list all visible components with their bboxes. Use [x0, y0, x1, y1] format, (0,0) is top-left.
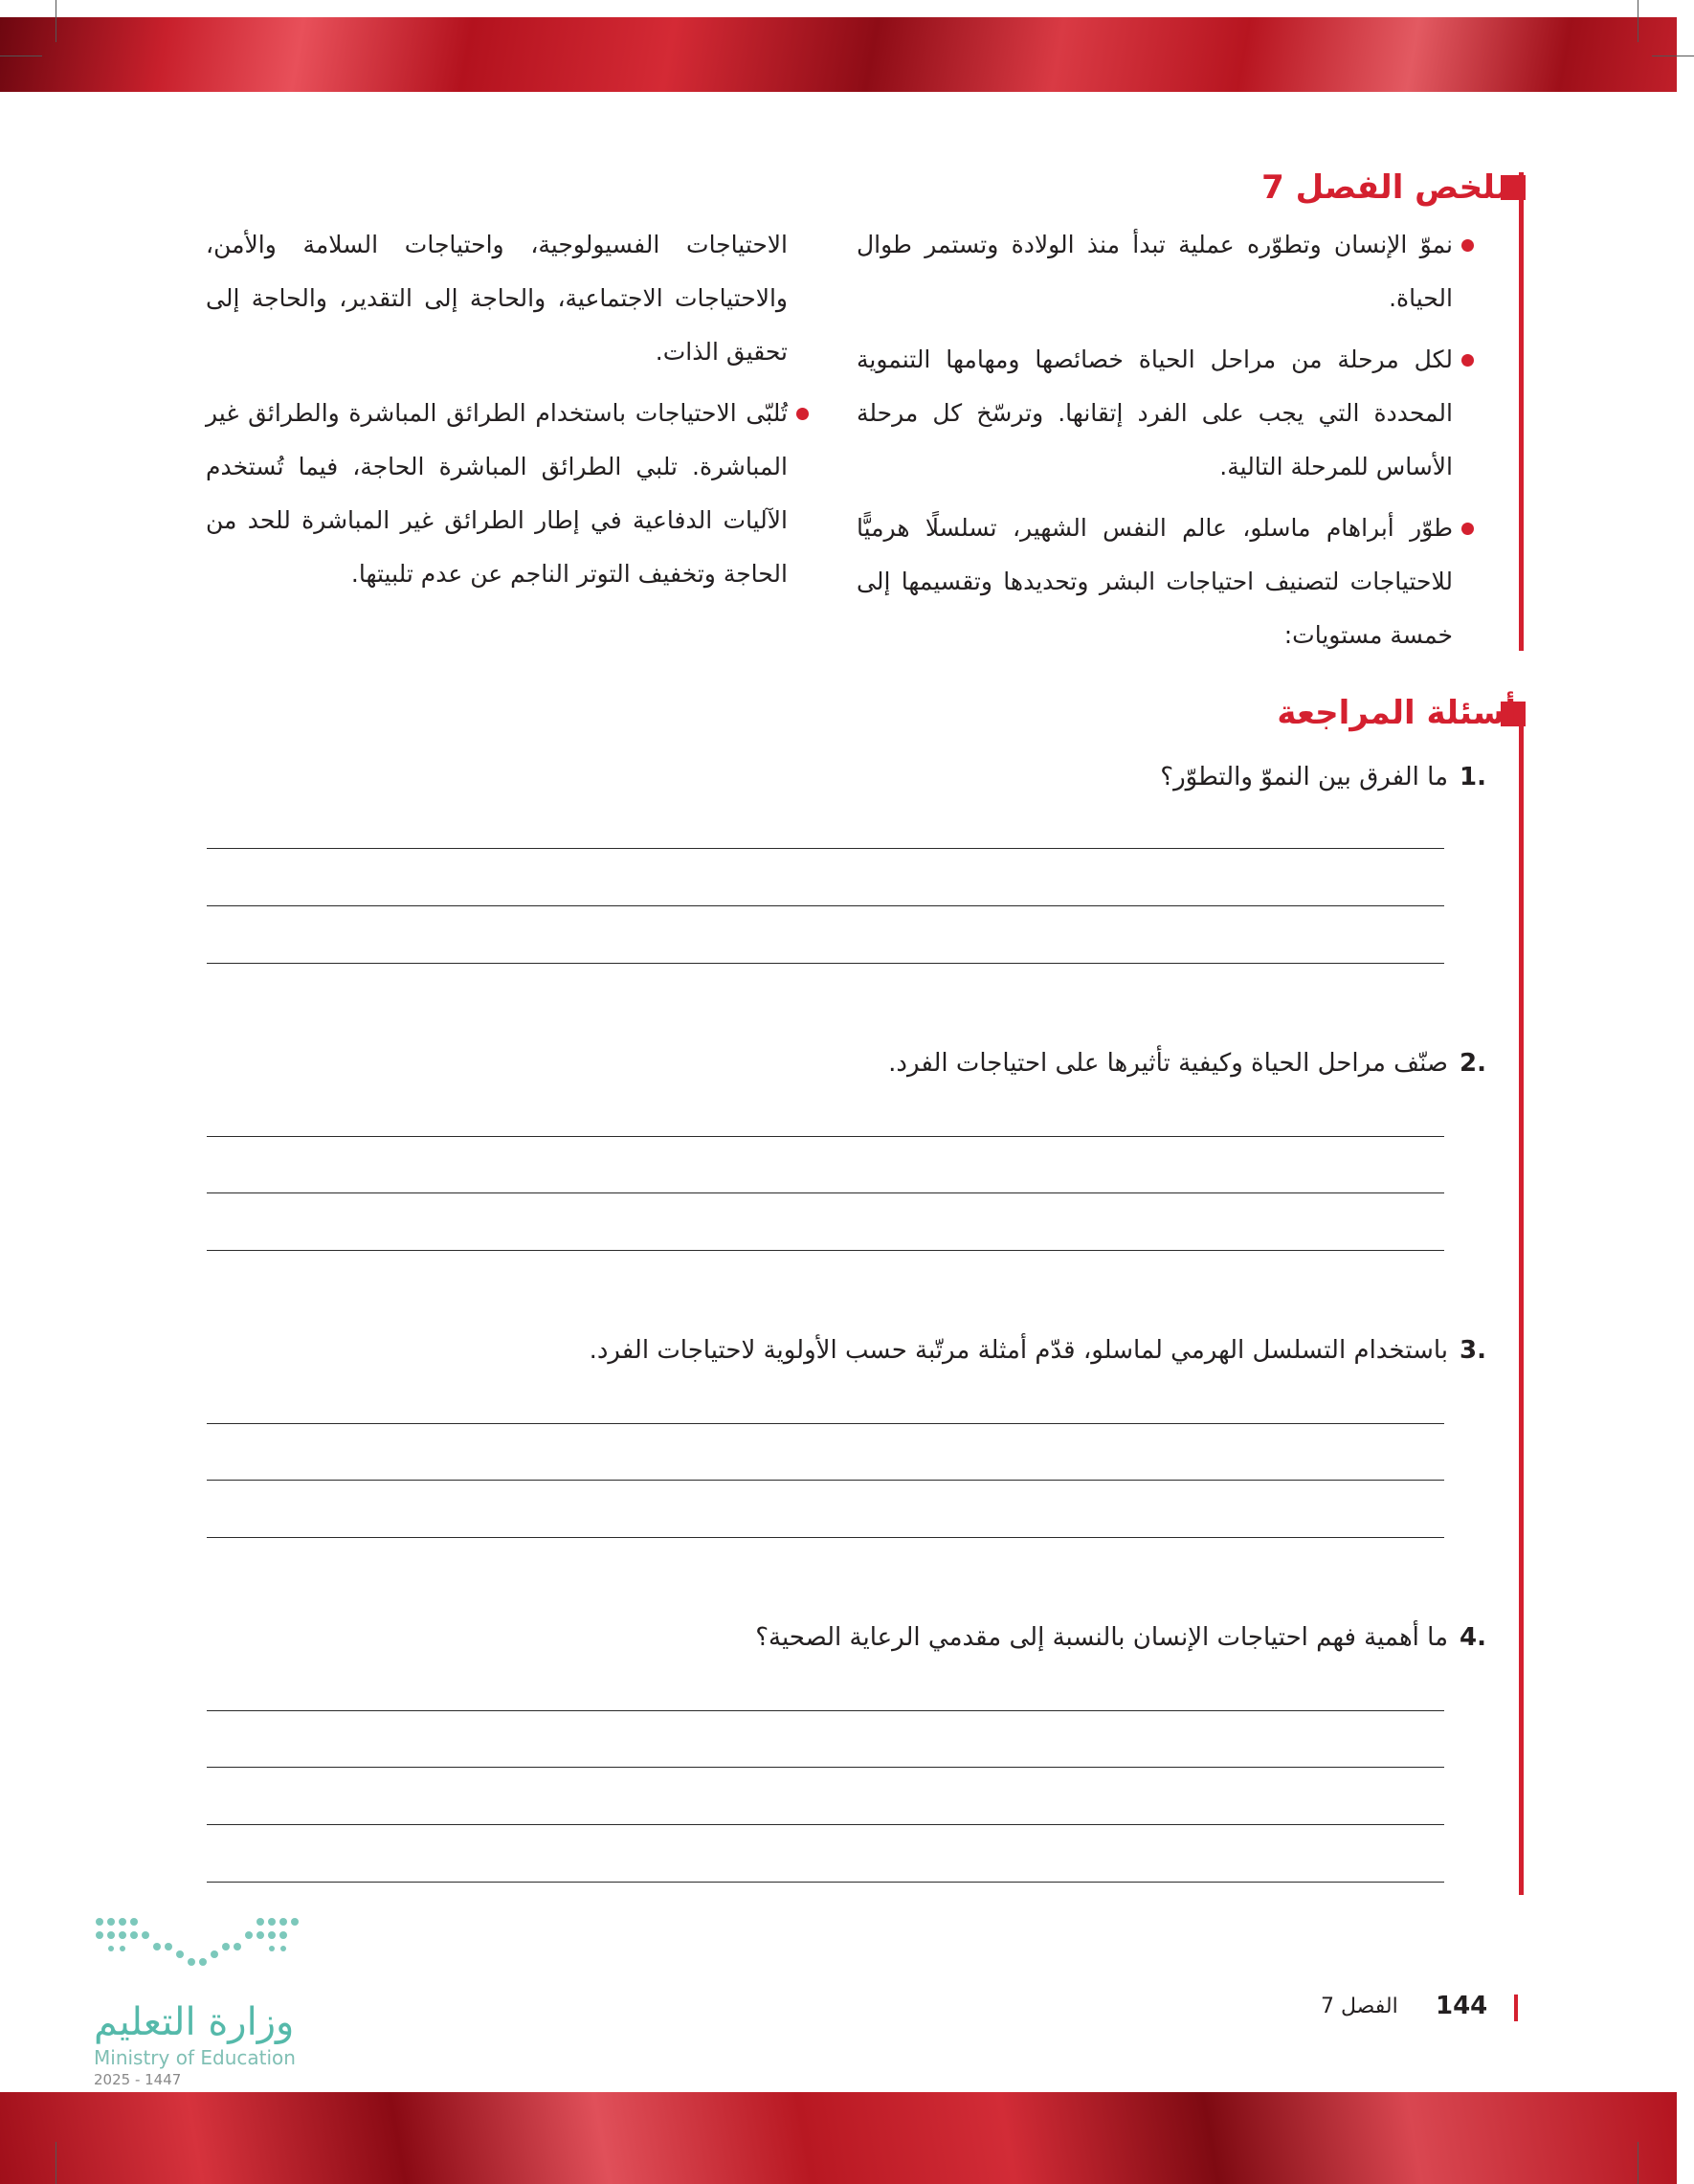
answer-line[interactable]	[207, 1824, 1444, 1825]
review-side-rule	[1519, 718, 1524, 1895]
review-heading: أسئلة المراجعة	[1277, 694, 1516, 732]
summary-left-column	[206, 218, 809, 609]
question-text: باستخدام التسلسل الهرمي لماسلو، قدّم أمثلة مرتّبة حسب الأولوية لاحتياجات الفرد.	[589, 1336, 1449, 1365]
summary-point-4: تُلبّى الاحتياجات باستخدام الطرائق المباشرة والطرائق غير المباشرة. تلبي الطرائق المباشرة الحاجة، فيما تُستخدم الآليات الدفاعية في إطار الطرائق غير المباشرة للحد من الحاجة وتخفيف التوتر الناجم عن عدم تلبيتها.	[206, 387, 809, 601]
answer-line[interactable]	[207, 1767, 1444, 1768]
summary-right-column	[857, 218, 1474, 670]
question-text: ما الفرق بين النموّ والتطوّر؟	[1160, 763, 1449, 791]
summary-point-3-continued: الاحتياجات الفسيولوجية، واحتياجات السلامة والأمن، والاحتياجات الاجتماعية، والحاجة إلى التقدير، والحاجة إلى تحقيق الذات.	[206, 231, 788, 366]
answer-line[interactable]	[207, 848, 1444, 849]
answer-line[interactable]	[207, 1192, 1444, 1193]
answer-line[interactable]	[207, 1250, 1444, 1251]
footer-accent-bar	[1514, 1995, 1518, 2021]
bottom-decorative-banner	[0, 2092, 1677, 2184]
summary-side-rule	[1519, 172, 1524, 651]
question-text: صنّف مراحل الحياة وكيفية تأثيرها على احتياجات الفرد.	[888, 1049, 1449, 1078]
question-2	[888, 1049, 1486, 1078]
chapter-label: الفصل 7	[1321, 1995, 1398, 2018]
question-number: .2	[1460, 1049, 1486, 1078]
ministry-logo-year: 2025 - 1447	[94, 2071, 182, 2088]
ministry-logo-english: Ministry of Education	[94, 2046, 296, 2069]
answer-line[interactable]	[207, 1136, 1444, 1137]
summary-heading: ملخص الفصل 7	[1261, 168, 1516, 207]
answer-line[interactable]	[207, 963, 1444, 964]
question-number: .1	[1460, 763, 1486, 791]
summary-point-2: لكل مرحلة من مراحل الحياة خصائصها ومهامها التنموية المحددة التي يجب على الفرد إتقانها. وترسّخ كل مرحلة الأساس للمرحلة التالية.	[857, 333, 1474, 494]
summary-point-3: طوّر أبراهام ماسلو، عالم النفس الشهير، تسلسلًا هرميًّا للاحتياجات لتصنيف احتياجات البشر وتحديدها وتقسيمها إلى خمسة مستويات:	[857, 501, 1474, 662]
top-decorative-banner	[0, 17, 1677, 92]
ministry-logo-arabic: وزارة التعليم	[94, 2000, 295, 2044]
question-text: ما أهمية فهم احتياجات الإنسان بالنسبة إلى مقدمي الرعاية الصحية؟	[755, 1623, 1449, 1652]
question-number: .4	[1460, 1623, 1486, 1652]
question-1	[1160, 763, 1486, 791]
question-4	[755, 1623, 1486, 1652]
summary-point-1: نموّ الإنسان وتطوّره عملية تبدأ منذ الولادة وتستمر طوال الحياة.	[857, 218, 1474, 325]
answer-line[interactable]	[207, 905, 1444, 906]
ministry-logo-dots-icon	[94, 1916, 300, 1983]
answer-line[interactable]	[207, 1710, 1444, 1711]
page-number: 144	[1436, 1992, 1488, 2020]
answer-line[interactable]	[207, 1480, 1444, 1481]
question-3	[590, 1336, 1486, 1365]
question-number: .3	[1460, 1336, 1486, 1365]
answer-line[interactable]	[207, 1537, 1444, 1538]
answer-line[interactable]	[207, 1423, 1444, 1424]
answer-line[interactable]	[207, 1882, 1444, 1883]
